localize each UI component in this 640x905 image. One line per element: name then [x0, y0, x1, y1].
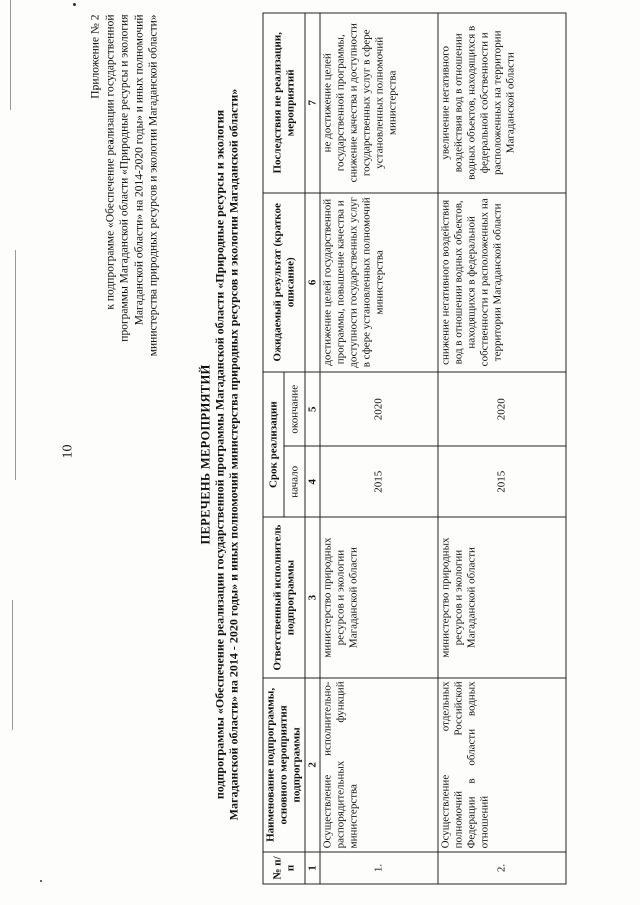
- document-title: [199, 20, 241, 890]
- rotated-landscape-page: [1, 0, 640, 905]
- column-number: 3: [305, 517, 320, 678]
- header-name: Наименование подпрограммы, основного мероприятия подпрограммы: [263, 678, 305, 852]
- appendix-line: программы Магаданской области «Природные ресурсы и экология: [118, 14, 131, 342]
- column-number: 5: [305, 372, 320, 446]
- row-consequences: не достижение целей государственной программы, снижение качества и доступности государственных услуг в сфере установленных полномочий министерства: [320, 13, 438, 193]
- header-period: Срок реализации: [263, 372, 284, 517]
- appendix-line: министерства природных ресурсов и экологии Магаданской области»: [147, 14, 160, 357]
- table-row: [438, 13, 566, 884]
- header-result: Ожидаемый результат (краткое описание): [263, 193, 305, 373]
- appendix-line: Приложение № 2: [89, 14, 102, 99]
- row-end: 2020: [320, 372, 438, 446]
- appendix-line: к подпрограмме «Обеспечение реализации государственной: [104, 14, 116, 310]
- row-result: снижение негативного воздействия вод в отношении водных объектов, находящихся в федеральной собственности и расположенных на территории Магаданской области: [438, 193, 566, 373]
- row-consequences: увеличение негативного воздействия вод в отношении водных объектов, находящихся в федеральной собственности и расположенных на территории Магаданской области: [438, 13, 566, 193]
- column-number: 1: [305, 852, 320, 884]
- header-num: № п/п: [263, 852, 305, 884]
- row-num: 1.: [320, 852, 438, 884]
- page-number: 10: [60, 444, 76, 459]
- row-end: 2020: [438, 372, 566, 446]
- header-end: окончание: [284, 372, 305, 446]
- title-line: подпрограммы «Обеспечение реализации государственной программы Магаданской области «Природные ресурсы и экология: [212, 109, 227, 800]
- header-start: начало: [284, 446, 305, 517]
- title-line: Магаданской области» на 2014 - 2020 годы» и иных полномочий министерства природных ресурсов и экологии Магаданской области»: [226, 88, 241, 821]
- column-number-row: [305, 13, 320, 884]
- column-number: 4: [305, 446, 320, 517]
- table-row: [320, 13, 438, 884]
- column-number: 2: [305, 678, 320, 852]
- header-executor: Ответственный исполнитель подпрограммы: [263, 517, 305, 678]
- row-num: 2.: [438, 852, 566, 884]
- header-consequences: Последствия не реализации, мероприятий: [263, 13, 305, 193]
- title-main: ПЕРЕЧЕНЬ МЕРОПРИЯТИЙ: [198, 364, 213, 545]
- row-start: 2015: [320, 446, 438, 517]
- table-header-row: [263, 13, 284, 884]
- appendix-line: Магаданской области» на 2014-2020 годы» и иных полномочий: [133, 14, 145, 326]
- row-name: Осуществление отдельных полномочий Российской Федерации в области водных отношений: [438, 678, 566, 852]
- row-start: 2015: [438, 446, 566, 517]
- row-executor: министерство природных ресурсов и экологии Магаданской области: [438, 517, 566, 678]
- appendix-header: [89, 15, 162, 510]
- column-number: 7: [305, 13, 320, 193]
- row-name: Осуществление исполнительно-распорядительных функций министерства: [320, 678, 438, 852]
- row-executor: министерство природных ресурсов и экологии Магаданской области: [320, 517, 438, 678]
- measures-table: [263, 13, 567, 885]
- column-number: 6: [305, 193, 320, 373]
- row-result: достижение целей государственной программы, повышение качества и доступности государственных услуг в сфере установленных полномочий министерства: [320, 193, 438, 373]
